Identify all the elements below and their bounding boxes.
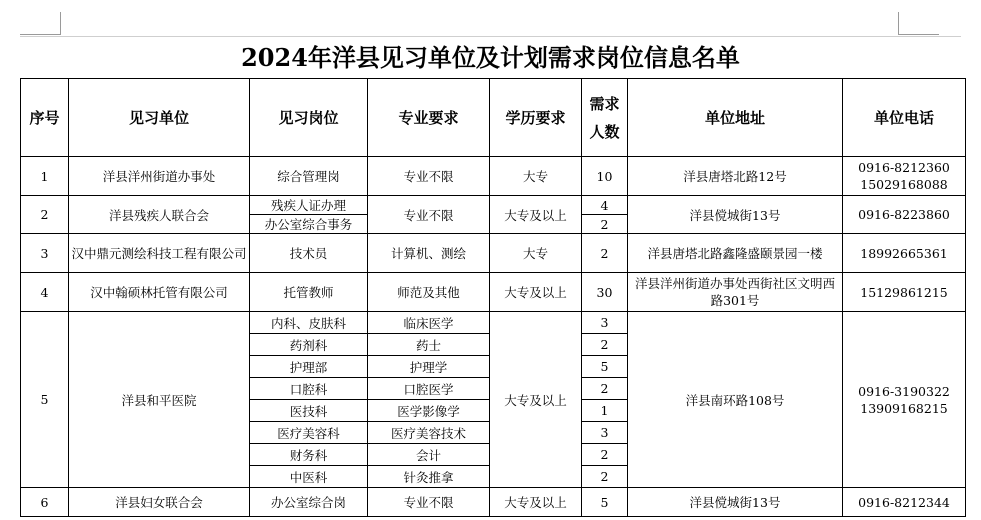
row-phone: 15129861215: [843, 273, 966, 312]
row-phone: 0916-8212344: [843, 488, 966, 517]
row-position: 药剂科: [250, 334, 368, 356]
row-phone: 18992665361: [843, 234, 966, 273]
row-major: 药士: [368, 334, 490, 356]
row-phone: 0916-8223860: [843, 196, 966, 234]
row-education: 大专及以上: [490, 196, 582, 234]
header-phone: 单位电话: [843, 79, 966, 157]
header-education: 学历要求: [490, 79, 582, 157]
page-corner-mark-left: [20, 12, 61, 35]
row-phone-1: 0916-8212360: [858, 160, 950, 175]
row-index: 6: [21, 488, 69, 517]
row-unit: 洋县洋州街道办事处: [69, 157, 250, 196]
row-count: 2: [582, 215, 628, 234]
row-major: 医学影像学: [368, 400, 490, 422]
row-count: 5: [582, 488, 628, 517]
row-major: 临床医学: [368, 312, 490, 334]
row-unit: 洋县妇女联合会: [69, 488, 250, 517]
row-position: 中医科: [250, 466, 368, 488]
row-unit: 汉中翰硕林托管有限公司: [69, 273, 250, 312]
row-position: 办公室综合岗: [250, 488, 368, 517]
row-address: 洋县傥城街13号: [628, 196, 843, 234]
row-education: 大专及以上: [490, 488, 582, 517]
row-count: 30: [582, 273, 628, 312]
row-position: 医疗美容科: [250, 422, 368, 444]
row-count: 3: [582, 312, 628, 334]
table-row: [21, 488, 966, 517]
row-count: 4: [582, 196, 628, 215]
row-index: 1: [21, 157, 69, 196]
row-education: 大专: [490, 234, 582, 273]
row-major: 师范及其他: [368, 273, 490, 312]
row-position: 医技科: [250, 400, 368, 422]
row-position: 办公室综合事务: [250, 215, 368, 234]
header-demand-line1: 需求: [589, 94, 620, 113]
page-corner-mark-right: [898, 12, 939, 35]
row-count: 2: [582, 466, 628, 488]
row-index: 5: [21, 312, 69, 488]
row-count: 2: [582, 334, 628, 356]
header-position: 见习岗位: [250, 79, 368, 157]
row-education: 大专及以上: [490, 312, 582, 488]
row-unit: 洋县和平医院: [69, 312, 250, 488]
row-address: 洋县傥城街13号: [628, 488, 843, 517]
row-position: 托管教师: [250, 273, 368, 312]
row-count: 3: [582, 422, 628, 444]
table-row: [21, 312, 966, 334]
row-phone-2: 15029168088: [860, 177, 948, 192]
row-position: 财务科: [250, 444, 368, 466]
row-position: 内科、皮肤科: [250, 312, 368, 334]
row-major: 会计: [368, 444, 490, 466]
row-education: 大专及以上: [490, 273, 582, 312]
header-unit: 见习单位: [69, 79, 250, 157]
row-major: 计算机、测绘: [368, 234, 490, 273]
table-row: [21, 157, 966, 196]
position-table: [20, 78, 966, 517]
row-phone: [843, 157, 966, 196]
row-count: 10: [582, 157, 628, 196]
row-major: 护理学: [368, 356, 490, 378]
row-count: 1: [582, 400, 628, 422]
row-count: 2: [582, 234, 628, 273]
row-position: 口腔科: [250, 378, 368, 400]
row-position: 综合管理岗: [250, 157, 368, 196]
table-row: [21, 234, 966, 273]
row-major: 口腔医学: [368, 378, 490, 400]
row-major: 医疗美容技术: [368, 422, 490, 444]
row-major: 专业不限: [368, 488, 490, 517]
row-unit: 汉中鼎元测绘科技工程有限公司: [69, 234, 250, 273]
header-demand: [582, 79, 628, 157]
row-index: 4: [21, 273, 69, 312]
table-header-row: [21, 79, 966, 157]
row-major: 专业不限: [368, 196, 490, 234]
row-index: 3: [21, 234, 69, 273]
row-address: 洋县唐塔北路鑫隆盛颐景园一楼: [628, 234, 843, 273]
row-position: 护理部: [250, 356, 368, 378]
row-phone: [843, 312, 966, 488]
header-address: 单位地址: [628, 79, 843, 157]
row-count: 5: [582, 356, 628, 378]
table-row: [21, 273, 966, 312]
table-row: [21, 196, 966, 215]
row-phone-2: 13909168215: [860, 400, 948, 416]
header-index: 序号: [21, 79, 69, 157]
row-address: 洋县南环路108号: [628, 312, 843, 488]
row-count: 2: [582, 444, 628, 466]
document-title: 2024年洋县见习单位及计划需求岗位信息名单: [20, 36, 961, 79]
row-unit: 洋县残疾人联合会: [69, 196, 250, 234]
row-count: 2: [582, 378, 628, 400]
row-position: 技术员: [250, 234, 368, 273]
header-demand-line2: 人数: [589, 122, 620, 141]
row-index: 2: [21, 196, 69, 234]
row-position: 残疾人证办理: [250, 196, 368, 215]
row-phone-1: 0916-3190322: [858, 383, 950, 399]
row-address: 洋县洋州街道办事处西街社区文明西路301号: [628, 273, 843, 312]
header-major: 专业要求: [368, 79, 490, 157]
row-education: 大专: [490, 157, 582, 196]
row-major: 针灸推拿: [368, 466, 490, 488]
row-major: 专业不限: [368, 157, 490, 196]
row-address: 洋县唐塔北路12号: [628, 157, 843, 196]
